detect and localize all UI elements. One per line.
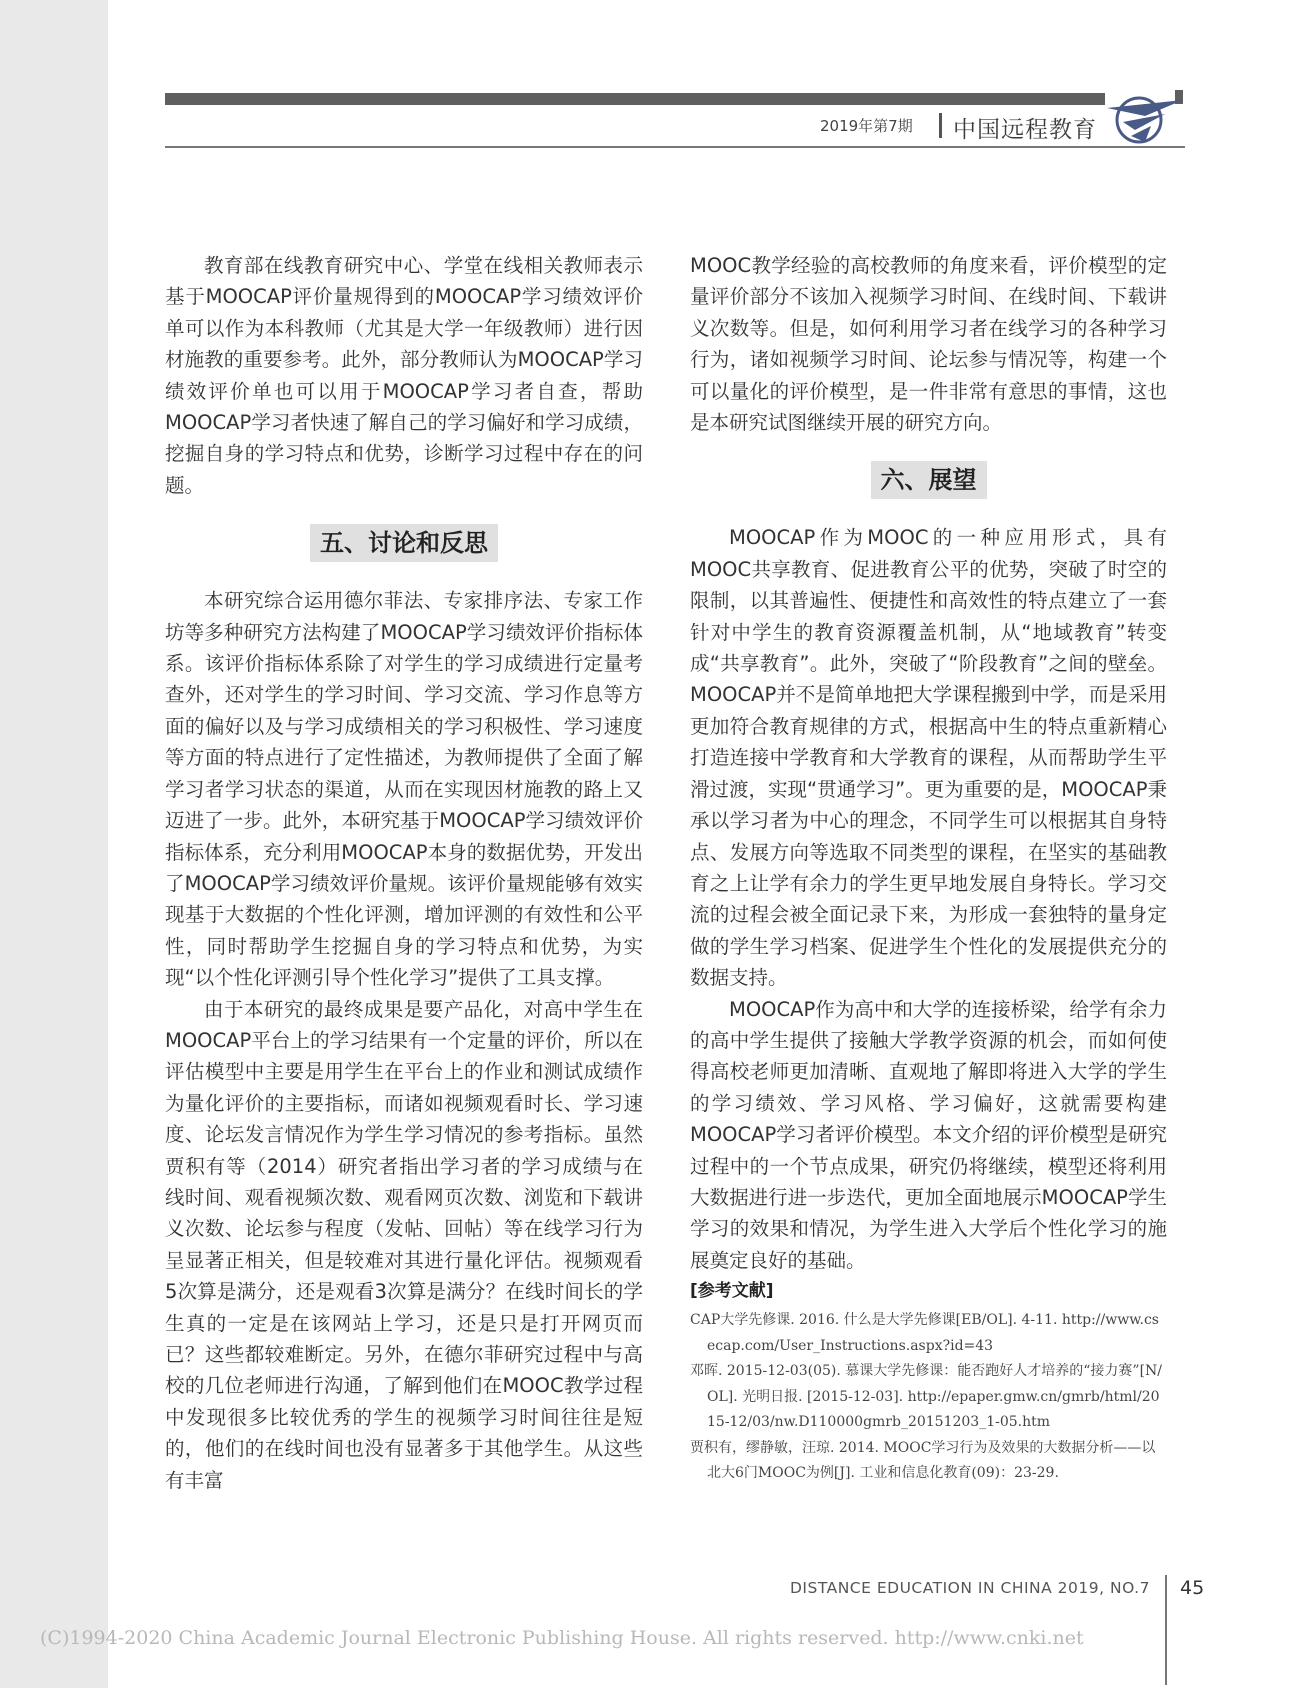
right-column [690,250,1167,1487]
paragraph: 本研究综合运用德尔菲法、专家排序法、专家工作坊等多种研究方法构建了MOOCAP学习绩效评价指标体系。该评价指标体系除了对学生的学习成绩进行定量考查外，还对学生的学习时间、学习交流、学习作息等方面的偏好以及与学习成绩相关的学习积极性、学习速度等方面的特点进行了定性描述，为教师提供了全面了解学习者学习状态的渠道，从而在实现因材施教的路上又迈进了一步。此外，本研究基于MOOCAP学习绩效评价指标体系，充分利用MOOCAP本身的数据优势，开发出了MOOCAP学习绩效评价量规。该评价量规能够有效实现基于大数据的个性化评测，增加评测的有效性和公平性，同时帮助学生挖掘自身的学习特点和优势，为实现“以个性化评测引导个性化学习”提供了工具支撑。 [165,589,643,990]
section-heading-outlook: 六、展望 [871,461,987,499]
reference-item: CAP大学先修课. 2016. 什么是大学先修课[EB/OL]. 4-11. http://www.csecap.com/User_Instructions.aspx?id=43 [690,1312,1159,1354]
paragraph: 由于本研究的最终成果是要产品化，对高中学生在MOOCAP平台上的学习结果有一个定量的评价，所以在评估模型中主要是用学生在平台上的作业和测试成绩作为量化评价的主要指标，而诸如视频观看时长、学习速度、论坛发言情况作为学生学习情况的参考指标。虽然贾积有等（2014）研究者指出学习者的学习成绩与在线时间、观看视频次数、观看网页次数、浏览和下载讲义次数、论坛参与程度（发帖、回帖）等在线学习行为呈显著正相关，但是较难对其进行量化评估。视频观看5次算是满分，还是观看3次算是满分？在线时间长的学生真的一定是在该网站上学习，还是只是打开网页而已？这些都较难断定。另外，在德尔菲研究过程中与高校的几位老师进行沟通，了解到他们在MOOC教学过程中发现很多比较优秀的学生的视频学习时间往往是短的，他们的在线时间也没有显著多于其他学生。从这些有丰富 [165,997,643,1492]
references-title: [参考文献] [690,1281,774,1302]
page-number: 45 [1180,1577,1205,1599]
section-heading-wrap [165,524,643,562]
journal-logo-icon [1105,86,1185,146]
left-margin-band [0,0,108,1688]
journal-title: 中国远程教育 [953,117,1097,143]
copyright-watermark: (C)1994-2020 China Academic Journal Electronic Publishing House. All rights reserved. http://www.cnki.net [40,1627,1084,1649]
paragraph: 教育部在线教育研究中心、学堂在线相关教师表示基于MOOCAP评价量规得到的MOOCAP学习绩效评价单可以作为本科教师（尤其是大学一年级教师）进行因材施教的重要参考。此外，部分教师认为MOOCAP学习绩效评价单也可以用于MOOCAP学习者自查，帮助MOOCAP学习者快速了解自己的学习偏好和学习成绩，挖掘自身的学习特点和优势，诊断学习过程中存在的问题。 [165,254,643,497]
reference-item: 邓晖. 2015-12-03(05). 慕课大学先修课：能否跑好人才培养的“接力赛”[N/OL]. 光明日报. [2015-12-03]. http://epaper.gmw.cn/gmrb/html/2015-12/03/nw.D110000gmrb_20151203_1-05.htm [690,1363,1162,1431]
left-column [165,250,643,1496]
reference-item: 贾积有，缪静敏，汪琼. 2014. MOOC学习行为及效果的大数据分析——以北大6门MOOC为例[J]. 工业和信息化教育(09)：23-29. [690,1439,1156,1482]
header-rule [165,146,1185,148]
section-heading-discussion: 五、讨论和反思 [310,524,498,562]
footer-journal: DISTANCE EDUCATION IN CHINA 2019, NO.7 [790,1579,1150,1597]
header-separator [939,113,942,138]
section-heading-wrap [690,461,1167,499]
footer-separator [1165,1575,1167,1685]
paragraph: MOOCAP作为高中和大学的连接桥梁，给学有余力的高中学生提供了接触大学教学资源的机会，而如何使得高校老师更加清晰、直观地了解即将进入大学的学生的学习绩效、学习风格、学习偏好，这就需要构建MOOCAP学习者评价模型。本文介绍的评价模型是研究过程中的一个节点成果，研究仍将继续，模型还将利用大数据进行进一步迭代，更加全面地展示MOOCAP学生学习的效果和情况，为学生进入大学后个性化学习的施展奠定良好的基础。 [690,997,1167,1272]
header-bar [165,93,1105,105]
issue-label: 2019年第7期 [820,117,913,135]
paragraph: MOOC教学经验的高校教师的角度来看，评价模型的定量评价部分不该加入视频学习时间、在线时间、下载讲义次数等。但是，如何利用学习者在线学习的各种学习行为，诸如视频学习时间、论坛参与情况等，构建一个可以量化的评价模型，是一件非常有意思的事情，这也是本研究试图继续开展的研究方向。 [690,254,1167,435]
paragraph: MOOCAP作为MOOC的一种应用形式，具有MOOC共享教育、促进教育公平的优势，突破了时空的限制，以其普遍性、便捷性和高效性的特点建立了一套针对中学生的教育资源覆盖机制，从“地域教育”转变成“共享教育”。此外，突破了“阶段教育”之间的壁垒。MOOCAP并不是简单地把大学课程搬到中学，而是采用更加符合教育规律的方式，根据高中生的特点重新精心打造连接中学教育和大学教育的课程，从而帮助学生平滑过渡，实现“贯通学习”。更为重要的是，MOOCAP秉承以学习者为中心的理念，不同学生可以根据其自身特点、发展方向等选取不同类型的课程，在坚实的基础教育之上让学有余力的学生更早地发展自身特长。学习交流的过程会被全面记录下来，为形成一套独特的量身定做的学生学习档案、促进学生个性化的发展提供充分的数据支持。 [690,526,1167,990]
